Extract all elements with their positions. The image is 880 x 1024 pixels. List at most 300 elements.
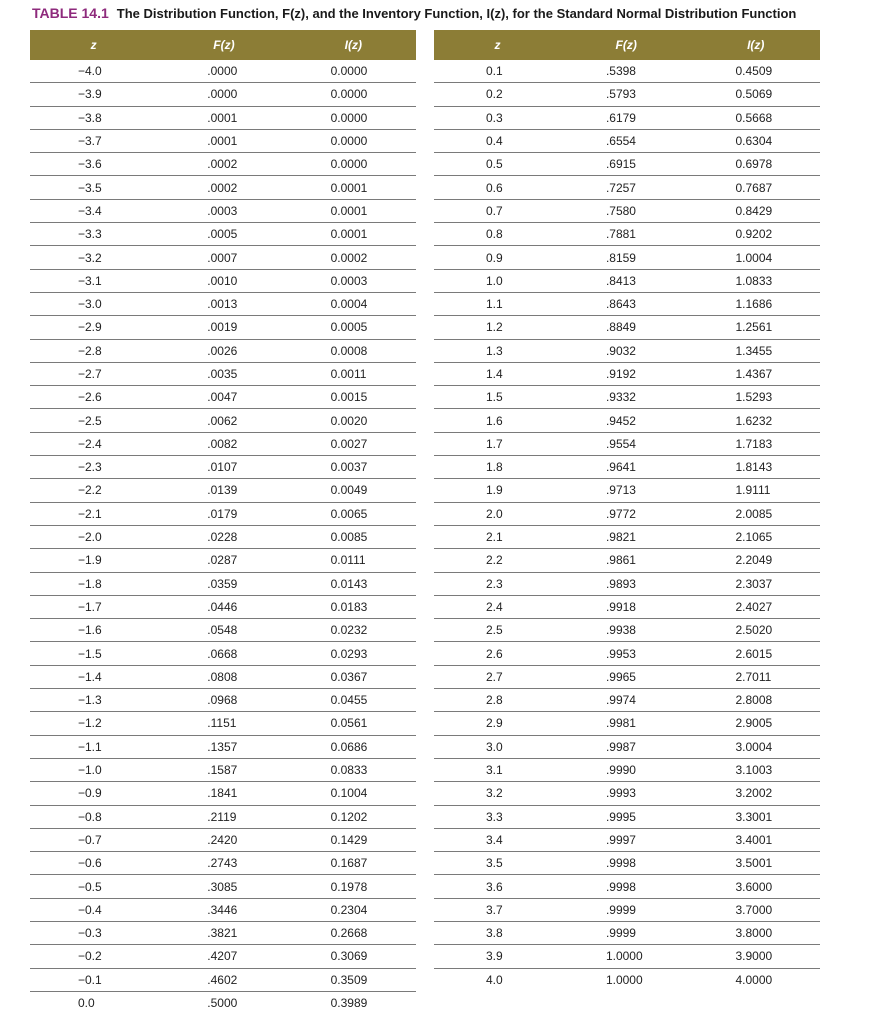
header-z: z xyxy=(30,30,157,60)
table-row xyxy=(434,619,820,642)
table-row xyxy=(30,479,416,502)
table-row xyxy=(434,945,820,968)
f-cell: .8643 xyxy=(561,292,692,315)
table-row xyxy=(434,129,820,152)
table-row xyxy=(30,223,416,246)
f-cell: .9997 xyxy=(561,828,692,851)
table-row xyxy=(30,339,416,362)
table-row xyxy=(30,432,416,455)
table-row xyxy=(30,852,416,875)
left-table xyxy=(30,30,416,1014)
f-cell: .0002 xyxy=(157,153,290,176)
z-cell: −1.5 xyxy=(30,642,157,665)
f-cell: .7580 xyxy=(561,199,692,222)
i-cell: 0.0000 xyxy=(291,106,416,129)
right-table-header-row xyxy=(434,30,820,60)
z-cell: −1.0 xyxy=(30,758,157,781)
i-cell: 0.0833 xyxy=(291,758,416,781)
f-cell: .9987 xyxy=(561,735,692,758)
f-cell: .0026 xyxy=(157,339,290,362)
z-cell: −1.2 xyxy=(30,712,157,735)
z-cell: −2.5 xyxy=(30,409,157,432)
f-cell: .0001 xyxy=(157,129,290,152)
f-cell: .9452 xyxy=(561,409,692,432)
table-row xyxy=(434,875,820,898)
f-cell: .9772 xyxy=(561,502,692,525)
table-row xyxy=(30,153,416,176)
table-row xyxy=(30,549,416,572)
z-cell: 0.5 xyxy=(434,153,561,176)
f-cell: .8413 xyxy=(561,269,692,292)
i-cell: 0.3069 xyxy=(291,945,416,968)
f-cell: .5793 xyxy=(561,83,692,106)
table-row xyxy=(30,642,416,665)
i-cell: 0.0011 xyxy=(291,362,416,385)
z-cell: 3.5 xyxy=(434,852,561,875)
f-cell: .9995 xyxy=(561,805,692,828)
f-cell: .0446 xyxy=(157,595,290,618)
f-cell: 1.0000 xyxy=(561,945,692,968)
table-row xyxy=(434,386,820,409)
f-cell: .7881 xyxy=(561,223,692,246)
z-cell: 0.8 xyxy=(434,223,561,246)
left-table-body xyxy=(30,60,416,1014)
f-cell: .9965 xyxy=(561,665,692,688)
f-cell: .9999 xyxy=(561,921,692,944)
i-cell: 4.0000 xyxy=(735,972,773,987)
table-row xyxy=(30,409,416,432)
i-cell: 0.0232 xyxy=(291,619,416,642)
z-cell: 1.8 xyxy=(434,456,561,479)
table-row xyxy=(434,549,820,572)
z-cell: 0.4 xyxy=(434,129,561,152)
f-cell: .0082 xyxy=(157,432,290,455)
header-i: I(z) xyxy=(291,30,416,60)
z-cell: 3.2 xyxy=(434,782,561,805)
f-cell: .9332 xyxy=(561,386,692,409)
table-row xyxy=(434,921,820,944)
i-cell: 0.6978 xyxy=(691,153,820,176)
f-cell: .0668 xyxy=(157,642,290,665)
f-cell: .2743 xyxy=(157,852,290,875)
f-cell: .9713 xyxy=(561,479,692,502)
i-cell: 3.5001 xyxy=(691,852,820,875)
z-cell: −1.3 xyxy=(30,689,157,712)
table-row xyxy=(30,875,416,898)
i-cell: 0.0005 xyxy=(291,316,416,339)
f-cell: .0010 xyxy=(157,269,290,292)
i-cell: 2.5020 xyxy=(691,619,820,642)
i-cell: 0.0561 xyxy=(291,712,416,735)
table-row xyxy=(434,269,820,292)
f-cell: .3821 xyxy=(157,921,290,944)
z-cell: −2.3 xyxy=(30,456,157,479)
f-cell: .4207 xyxy=(157,945,290,968)
z-cell: 1.9 xyxy=(434,479,561,502)
table-row xyxy=(434,595,820,618)
z-cell: 3.0 xyxy=(434,735,561,758)
z-cell: 1.5 xyxy=(434,386,561,409)
f-cell: .0047 xyxy=(157,386,290,409)
i-cell: 3.7000 xyxy=(691,898,820,921)
i-cell: 0.1004 xyxy=(291,782,416,805)
table-row xyxy=(30,316,416,339)
i-cell: 0.0000 xyxy=(291,129,416,152)
z-cell: 0.9 xyxy=(434,246,561,269)
i-cell: 0.0001 xyxy=(291,223,416,246)
i-cell: 2.7011 xyxy=(691,665,820,688)
i-cell: 0.0037 xyxy=(291,456,416,479)
i-cell: 3.1003 xyxy=(691,758,820,781)
i-cell: 0.1687 xyxy=(291,852,416,875)
right-table xyxy=(434,30,820,991)
table-row xyxy=(30,386,416,409)
table-row xyxy=(434,968,820,991)
z-cell: 0.2 xyxy=(434,83,561,106)
z-cell: 1.7 xyxy=(434,432,561,455)
i-cell: 2.8008 xyxy=(691,689,820,712)
table-row xyxy=(30,921,416,944)
z-cell: 3.3 xyxy=(434,805,561,828)
i-cell: 1.0004 xyxy=(691,246,820,269)
table-row xyxy=(434,223,820,246)
z-cell: 0.3 xyxy=(434,106,561,129)
i-cell: 0.3989 xyxy=(330,996,368,1011)
table-row xyxy=(434,339,820,362)
z-cell: −2.4 xyxy=(30,432,157,455)
table-number: TABLE 14.1 xyxy=(32,5,109,21)
f-cell: .9993 xyxy=(561,782,692,805)
z-cell: 3.7 xyxy=(434,898,561,921)
z-cell: −2.8 xyxy=(30,339,157,362)
f-cell: .0228 xyxy=(157,525,290,548)
f-cell: .7257 xyxy=(561,176,692,199)
f-cell: .5000 xyxy=(207,996,238,1011)
table-row xyxy=(434,805,820,828)
f-cell: .2119 xyxy=(157,805,290,828)
z-cell: 3.8 xyxy=(434,921,561,944)
table-row xyxy=(434,176,820,199)
table-row xyxy=(434,199,820,222)
z-cell: −3.2 xyxy=(30,246,157,269)
i-cell: 0.0003 xyxy=(291,269,416,292)
f-cell: .8849 xyxy=(561,316,692,339)
header-f: F(z) xyxy=(561,30,692,60)
table-row xyxy=(434,735,820,758)
table-row xyxy=(434,292,820,315)
i-cell: 1.9111 xyxy=(691,479,820,502)
f-cell: .4602 xyxy=(157,968,290,991)
z-cell: 2.0 xyxy=(434,502,561,525)
i-cell: 0.5668 xyxy=(691,106,820,129)
f-cell: .0107 xyxy=(157,456,290,479)
table-row xyxy=(30,456,416,479)
i-cell: 1.4367 xyxy=(691,362,820,385)
f-cell: .1357 xyxy=(157,735,290,758)
z-cell: −0.6 xyxy=(30,852,157,875)
i-cell: 0.4509 xyxy=(691,60,820,83)
f-cell: .0062 xyxy=(157,409,290,432)
header-z: z xyxy=(434,30,561,60)
i-cell: 0.9202 xyxy=(691,223,820,246)
z-cell: 3.9 xyxy=(434,945,561,968)
left-table-header-row xyxy=(30,30,416,60)
i-cell: 1.8143 xyxy=(691,456,820,479)
i-cell: 0.0455 xyxy=(291,689,416,712)
table-row xyxy=(30,292,416,315)
table-row xyxy=(434,782,820,805)
z-cell: 0.0 xyxy=(78,996,95,1011)
i-cell: 2.4027 xyxy=(691,595,820,618)
f-cell: .0808 xyxy=(157,665,290,688)
table-row xyxy=(434,479,820,502)
header-i: I(z) xyxy=(691,30,820,60)
f-cell: .0007 xyxy=(157,246,290,269)
z-cell: 2.4 xyxy=(434,595,561,618)
z-cell: 1.4 xyxy=(434,362,561,385)
right-table-body xyxy=(434,60,820,991)
table-row xyxy=(434,83,820,106)
z-cell: −3.9 xyxy=(30,83,157,106)
f-cell: .6915 xyxy=(561,153,692,176)
f-cell: .0013 xyxy=(157,292,290,315)
table-caption xyxy=(32,5,796,21)
table-row xyxy=(30,782,416,805)
i-cell: 2.2049 xyxy=(691,549,820,572)
table-title: The Distribution Function, F(z), and the Inventory Function, I(z), for the Standard Normal Distribution Function xyxy=(116,6,797,21)
f-cell: .0968 xyxy=(157,689,290,712)
z-cell: −3.4 xyxy=(30,199,157,222)
f-cell: .9032 xyxy=(561,339,692,362)
i-cell: 1.7183 xyxy=(691,432,820,455)
z-cell: −3.1 xyxy=(30,269,157,292)
i-cell: 0.8429 xyxy=(691,199,820,222)
i-cell: 3.0004 xyxy=(691,735,820,758)
table-row xyxy=(30,991,416,1014)
i-cell: 1.3455 xyxy=(691,339,820,362)
table-row xyxy=(434,106,820,129)
z-cell: 3.4 xyxy=(434,828,561,851)
i-cell: 1.5293 xyxy=(691,386,820,409)
f-cell: .6179 xyxy=(561,106,692,129)
i-cell: 0.0293 xyxy=(291,642,416,665)
i-cell: 0.7687 xyxy=(691,176,820,199)
table-row xyxy=(30,712,416,735)
i-cell: 0.0004 xyxy=(291,292,416,315)
table-row xyxy=(30,945,416,968)
z-cell: 2.7 xyxy=(434,665,561,688)
table-row xyxy=(434,246,820,269)
table-row xyxy=(30,362,416,385)
z-cell: 0.1 xyxy=(434,60,561,83)
z-cell: 2.3 xyxy=(434,572,561,595)
z-cell: −1.9 xyxy=(30,549,157,572)
z-cell: 0.6 xyxy=(434,176,561,199)
z-cell: 2.5 xyxy=(434,619,561,642)
z-cell: 1.3 xyxy=(434,339,561,362)
f-cell: .3446 xyxy=(157,898,290,921)
z-cell: 1.0 xyxy=(434,269,561,292)
i-cell: 0.0049 xyxy=(291,479,416,502)
z-cell: −1.6 xyxy=(30,619,157,642)
f-cell: .9998 xyxy=(561,875,692,898)
f-cell: .0359 xyxy=(157,572,290,595)
f-cell: 1.0000 xyxy=(605,972,643,987)
z-cell: −3.6 xyxy=(30,153,157,176)
z-cell: 1.6 xyxy=(434,409,561,432)
z-cell: −1.8 xyxy=(30,572,157,595)
i-cell: 0.5069 xyxy=(691,83,820,106)
table-row xyxy=(30,502,416,525)
table-row xyxy=(434,502,820,525)
i-cell: 0.0111 xyxy=(291,549,416,572)
z-cell: −2.2 xyxy=(30,479,157,502)
i-cell: 0.0002 xyxy=(291,246,416,269)
i-cell: 0.0000 xyxy=(291,60,416,83)
f-cell: .9861 xyxy=(561,549,692,572)
table-row xyxy=(434,689,820,712)
i-cell: 0.0000 xyxy=(291,153,416,176)
table-row xyxy=(434,153,820,176)
f-cell: .1841 xyxy=(157,782,290,805)
table-row xyxy=(434,642,820,665)
f-cell: .0179 xyxy=(157,502,290,525)
f-cell: .0035 xyxy=(157,362,290,385)
i-cell: 0.0143 xyxy=(291,572,416,595)
table-row xyxy=(30,129,416,152)
i-cell: 0.1978 xyxy=(291,875,416,898)
i-cell: 0.0001 xyxy=(291,199,416,222)
f-cell: .8159 xyxy=(561,246,692,269)
i-cell: 3.8000 xyxy=(691,921,820,944)
table-row xyxy=(30,595,416,618)
f-cell: .0001 xyxy=(157,106,290,129)
f-cell: .9999 xyxy=(561,898,692,921)
i-cell: 1.1686 xyxy=(691,292,820,315)
i-cell: 2.3037 xyxy=(691,572,820,595)
i-cell: 0.3509 xyxy=(291,968,416,991)
f-cell: .2420 xyxy=(157,828,290,851)
z-cell: 2.1 xyxy=(434,525,561,548)
f-cell: .0000 xyxy=(157,83,290,106)
z-cell: −3.5 xyxy=(30,176,157,199)
i-cell: 2.9005 xyxy=(691,712,820,735)
f-cell: .5398 xyxy=(561,60,692,83)
z-cell: −0.8 xyxy=(30,805,157,828)
z-cell: 3.1 xyxy=(434,758,561,781)
i-cell: 0.0065 xyxy=(291,502,416,525)
table-row xyxy=(30,735,416,758)
table-row xyxy=(30,805,416,828)
table-row xyxy=(30,199,416,222)
i-cell: 0.0008 xyxy=(291,339,416,362)
table-row xyxy=(30,828,416,851)
z-cell: −3.3 xyxy=(30,223,157,246)
z-cell: −0.7 xyxy=(30,828,157,851)
z-cell: −3.8 xyxy=(30,106,157,129)
i-cell: 0.0015 xyxy=(291,386,416,409)
f-cell: .0019 xyxy=(157,316,290,339)
table-row xyxy=(30,968,416,991)
f-cell: .0287 xyxy=(157,549,290,572)
z-cell: −2.0 xyxy=(30,525,157,548)
z-cell: −2.6 xyxy=(30,386,157,409)
table-row xyxy=(434,432,820,455)
i-cell: 0.0085 xyxy=(291,525,416,548)
f-cell: .9938 xyxy=(561,619,692,642)
table-row xyxy=(434,525,820,548)
i-cell: 0.1202 xyxy=(291,805,416,828)
table-row xyxy=(30,619,416,642)
z-cell: 1.1 xyxy=(434,292,561,315)
f-cell: .9953 xyxy=(561,642,692,665)
z-cell: −1.1 xyxy=(30,735,157,758)
z-cell: −3.7 xyxy=(30,129,157,152)
f-cell: .1151 xyxy=(157,712,290,735)
z-cell: 3.6 xyxy=(434,875,561,898)
f-cell: .3085 xyxy=(157,875,290,898)
f-cell: .9893 xyxy=(561,572,692,595)
table-row xyxy=(30,689,416,712)
f-cell: .9998 xyxy=(561,852,692,875)
z-cell: −1.7 xyxy=(30,595,157,618)
i-cell: 0.0000 xyxy=(291,83,416,106)
table-row xyxy=(30,83,416,106)
z-cell: −2.7 xyxy=(30,362,157,385)
f-cell: .9641 xyxy=(561,456,692,479)
z-cell: 0.7 xyxy=(434,199,561,222)
z-cell: −4.0 xyxy=(30,60,157,83)
table-row xyxy=(30,572,416,595)
i-cell: 3.6000 xyxy=(691,875,820,898)
z-cell: 2.8 xyxy=(434,689,561,712)
table-row xyxy=(434,572,820,595)
f-cell: .9974 xyxy=(561,689,692,712)
z-cell: 2.2 xyxy=(434,549,561,572)
z-cell: −2.1 xyxy=(30,502,157,525)
header-f: F(z) xyxy=(157,30,290,60)
i-cell: 3.9000 xyxy=(691,945,820,968)
table-row xyxy=(434,409,820,432)
f-cell: .0005 xyxy=(157,223,290,246)
table-row xyxy=(30,525,416,548)
i-cell: 0.0367 xyxy=(291,665,416,688)
z-cell: 1.2 xyxy=(434,316,561,339)
table-row xyxy=(30,269,416,292)
table-row xyxy=(434,456,820,479)
i-cell: 0.0183 xyxy=(291,595,416,618)
i-cell: 0.0020 xyxy=(291,409,416,432)
f-cell: .9990 xyxy=(561,758,692,781)
f-cell: .6554 xyxy=(561,129,692,152)
z-cell: −0.2 xyxy=(30,945,157,968)
f-cell: .9918 xyxy=(561,595,692,618)
z-cell: 2.9 xyxy=(434,712,561,735)
z-cell: 2.6 xyxy=(434,642,561,665)
i-cell: 3.2002 xyxy=(691,782,820,805)
f-cell: .1587 xyxy=(157,758,290,781)
z-cell: −0.9 xyxy=(30,782,157,805)
f-cell: .0000 xyxy=(157,60,290,83)
i-cell: 0.0686 xyxy=(291,735,416,758)
table-row xyxy=(434,316,820,339)
i-cell: 2.6015 xyxy=(691,642,820,665)
table-row xyxy=(434,828,820,851)
table-row xyxy=(30,758,416,781)
i-cell: 0.2304 xyxy=(291,898,416,921)
table-row xyxy=(30,176,416,199)
table-row xyxy=(30,60,416,83)
